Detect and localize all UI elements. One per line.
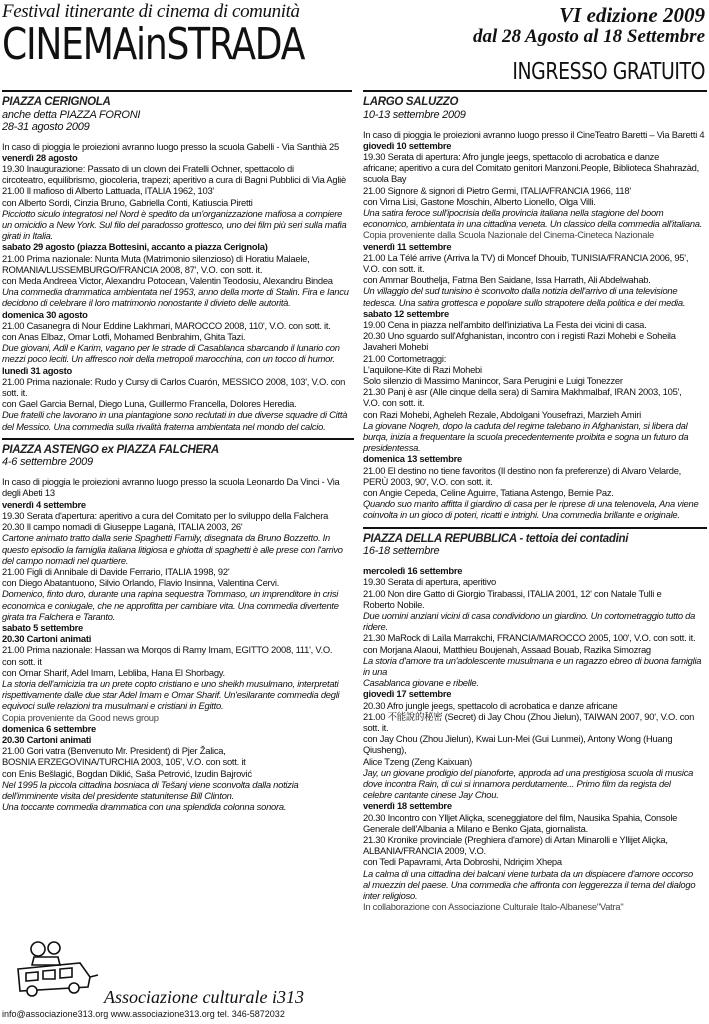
program-line: In caso di pioggia le proiezioni avranno luogo presso la scuola Leonardo Da Vinci - Via xyxy=(2,476,340,488)
film-synopsis-line: Due fratelli che lavorano in una piantagione sono reclutati in due diverse squadre di Città xyxy=(2,409,348,421)
program-line: BOSNIA ERZEGOVINA/TURCHIA 2003, 105', V.O. con sott. it xyxy=(2,756,246,768)
credit-note: Copia proveniente da Good news group xyxy=(2,711,159,723)
program-line: con Razi Mohebi, Agheleh Rezale, Abdolgani Yousefrazi, Marzieh Amiri xyxy=(363,408,641,420)
film-synopsis-line: un omicidio a New York. Sul filo del paradosso grottesco, uno dei film più seri sulla mafia xyxy=(2,218,347,230)
program-line: scuola Bay xyxy=(363,173,407,185)
program-line: 20.30 Uno sguardo sull'Afghanistan, incontro con i registi Razi Mohebi e Soheila xyxy=(363,330,676,342)
film-synopsis-line: Due uomini anziani vicini di casa condividono un giardino. Un cortometraggio tutto da xyxy=(363,609,696,621)
program-line: 21.00 Prima nazionale: Hassan wa Morqos di Ramy Imam, EGITTO 2008, 111', V.O. xyxy=(2,644,333,656)
section-divider xyxy=(2,438,354,440)
film-synopsis-line: burqa, inizia a frequentare la scuola precedentemente proibita e sogna un futuro da xyxy=(363,430,689,442)
program-line: Javaheri Mohebi xyxy=(363,341,429,353)
program-line: 19.00 Cena in piazza nell'ambito dell'iniziativa La Festa dei vicini di casa. xyxy=(363,318,647,330)
date-heading: 20.30 Cartoni animati xyxy=(2,633,92,645)
film-synopsis-line: Quando suo marito affitta il giardino di casa per le riprese di una telenovela, Ana viene xyxy=(363,498,699,510)
program-line: con sott. it xyxy=(2,655,42,667)
program-line: 19.30 Serata di apertura: Afro jungle jeegs, spettacolo di acrobatica e danze xyxy=(363,150,660,162)
date-heading: giovedì 10 settembre xyxy=(363,139,452,151)
program-line: V.O. con sott. it. xyxy=(363,397,425,409)
film-synopsis-line: del Messico. Una commedia sulla rivalità fraterna ambientata nel mondo del calcio. xyxy=(2,420,326,432)
date-heading: lunedì 31 agosto xyxy=(2,364,72,376)
date-heading: venerdì 11 settembre xyxy=(363,240,452,252)
program-line: Alice Tzeng (Zeng Kaixuan) xyxy=(363,755,473,767)
date-heading: venerdì 18 settembre xyxy=(363,800,452,812)
program-line: L'aquilone-Kite di Razi Mohebi xyxy=(363,363,482,375)
film-synopsis-line: del campo nomadi nel quartiere. xyxy=(2,554,129,566)
film-synopsis-line: La storia dell'amicizia tra un prete copto cristiano e uno sheikh musulmano, interpretati xyxy=(2,677,339,689)
contacts-line: info@associazione313.org www.associazione313.org tel. 346-5872032 xyxy=(2,1009,285,1019)
date-heading: domenica 30 agosto xyxy=(2,308,88,320)
venue-subtitle: 4-6 settembre 2009 xyxy=(2,456,93,469)
date-heading: mercoledì 16 settembre xyxy=(363,565,463,577)
free-entry-label: INGRESSO GRATUITO xyxy=(512,59,705,85)
film-synopsis-line: dell'imminente visita del presidente statunitense Bill Clinton. xyxy=(2,789,235,801)
program-line: con Ammar Bouthelja, Fatma Ben Saidane, Issa Harrath, Ali Abdelwahab. xyxy=(363,274,651,286)
film-synopsis-line: girata tra Falchera e Taranto. xyxy=(2,610,116,622)
film-synopsis-line: rispettivamente dalle due star Adel Imam e Omar Sharif. Un'esilarante commedia degli xyxy=(2,689,340,701)
film-synopsis-line: dove incontra Rain, di cui si innamora perdutamente... Primo film da regista del xyxy=(363,777,671,789)
program-line: 21.30 Panj è asr (Alle cinque della sera) di Samira Makhmalbaf, IRAN 2003, 105', xyxy=(363,386,682,398)
film-synopsis-line: La storia d'amore tra un'adolescente musulmana e un ragazzo ebreo di buona famiglia xyxy=(363,654,702,666)
program-line: 19.30 Serata di apertura, aperitivo xyxy=(363,576,497,588)
header-rule-left xyxy=(2,90,352,92)
program-line: 21.30 MaRock di Laïla Marrakchi, FRANCIA/MAROCCO 2005, 100', V.O. con sott. it. xyxy=(363,632,696,644)
program-line: 21.00 Il mafioso di Alberto Lattuada, ITALIA 1962, 103' xyxy=(2,185,214,197)
festival-title: CINEMAinSTRADA xyxy=(2,19,305,70)
film-synopsis-line: inter religioso. xyxy=(363,890,418,901)
film-synopsis-line: tedesca. Una satira grottesca e popolare sullo strapotere della politica e dei media. xyxy=(363,296,686,308)
date-heading: domenica 13 settembre xyxy=(363,453,462,465)
film-synopsis-line: economica e coniugale, che ne approfitta per cambiare vita. Una commedia divertente xyxy=(2,599,339,611)
program-line: 21.00 不能說的秘密 (Secret) di Jay Chou (Zhou Jielun), TAIWAN 2007, 90', V.O. con xyxy=(363,710,695,722)
film-synopsis-line: coinvolta in un gioco di poteri, ricatti e intrighi. Una commedia brillante e originale. xyxy=(363,509,680,521)
festival-subtitle: Festival itinerante di cinema di comunità xyxy=(2,1,300,22)
program-line: con Morjana Alaoui, Matthieu Boujenah, Assaad Bouab, Razika Simozrag xyxy=(363,643,651,655)
program-line: con Enis Bešlagić, Bogdan Diklić, Saša Petrović, Izudin Bajrović xyxy=(2,767,252,779)
program-line: 21.00 Prima nazionale: Rudo y Cursy di Carlos Cuarón, MESSICO 2008, 103', V.O. con xyxy=(2,375,346,387)
venue-title: LARGO SALUZZO xyxy=(363,96,459,108)
venue-title: PIAZZA DELLA REPUBBLICA - tettoia dei contadini xyxy=(363,532,629,545)
program-line: con Gael Garcia Bernal, Diego Luna, Guillermo Francella, Dolores Heredia. xyxy=(2,398,297,410)
program-line: 20.30 Afro jungle jeegs, spettacolo di acrobatica e danze africane xyxy=(363,699,618,711)
program-line: 21.00 El destino no tiene favoritos (Il destino non fa preferenze) di Alvaro Velarde, xyxy=(363,464,682,476)
date-heading: giovedì 17 settembre xyxy=(363,688,452,700)
program-line: sott. it. xyxy=(363,721,389,733)
program-line: con Omar Sharif, Adel Imam, Lebliba, Hana El Shorbagy. xyxy=(2,666,225,678)
film-synopsis-line: in una xyxy=(363,665,388,677)
cinema-van-logo-icon xyxy=(10,939,100,997)
section-divider xyxy=(363,527,707,529)
left-column xyxy=(2,96,354,812)
program-line: 20.30 Il campo nomadi di Giuseppe Laganà, ITALIA 2003, 26' xyxy=(2,521,243,533)
venue-subtitle: 10-13 settembre 2009 xyxy=(363,108,466,121)
program-line: africane; aperitivo a cura del Comitato genitori Manzoni.People, Biblioteca Shahrazàd, xyxy=(363,162,699,174)
credit-note: In collaborazione con Associazione Culturale Italo-Albanese"Vatra" xyxy=(363,901,624,913)
program-line: 21.00 Signore & signori di Pietro Germi, ITALIA/FRANCIA 1966, 118' xyxy=(363,184,631,196)
date-heading: sabato 29 agosto (piazza Bottesini, accanto a piazza Cerignola) xyxy=(2,241,268,253)
film-synopsis-line: Domenico, finto duro, durante una rapina sequestra Tommaso, un imprenditore in crisi xyxy=(2,588,339,600)
venue-subtitle: 16-18 settembre xyxy=(363,545,440,558)
film-synopsis-line: Due giovani, Adil e Karim, vagano per le strade di Casablanca sbarcando il lunario con xyxy=(2,342,340,354)
program-line: con Alberto Sordi, Cinzia Bruno, Gabriella Conti, Katiuscia Piretti xyxy=(2,196,253,208)
program-line: 21.30 Kronike provinciale (Preghiera d'amore) di Artan Minarolli e Yllijet Aliçka, xyxy=(363,833,668,845)
right-column xyxy=(363,96,707,912)
program-line: 21.00 Cortometraggi: xyxy=(363,352,447,364)
program-line: degli Abeti 13 xyxy=(2,487,55,499)
program-line: con Angie Cepeda, Celine Aguirre, Tatiana Astengo, Bernie Paz. xyxy=(363,487,614,498)
program-line: 20.30 Incontro con Ylljet Aliçka, sceneggiatore del film, Nausika Spahia, Console xyxy=(363,811,678,823)
film-synopsis-line: Jay, un giovane prodigio del pianoforte, approda ad una prestigiosa scuola di musica xyxy=(363,766,694,778)
program-line: Roberto Nobile. xyxy=(363,598,425,610)
program-line: con Meda Andreea Victor, Alexandru Potocean, Valentin Teodosiu, Alexandru Bindea xyxy=(2,274,333,286)
film-synopsis-line: celebre cantante cinese Jay Chou. xyxy=(363,789,499,801)
film-synopsis-line: Cartone animato tratto dalla serie Spaghetti Family, disegnata da Bruno Bozzetto. In xyxy=(2,532,330,544)
film-synopsis-line: Nel 1995 la piccola cittadina bosniaca di Tešanj viene sconvolta dalla notizia xyxy=(2,778,299,790)
program-line: In caso di pioggia le proiezioni avranno luogo presso il CineTeatro Baretti – Via Baretti 4 xyxy=(363,128,705,140)
footer xyxy=(0,935,360,1024)
film-synopsis-line: economico, ambientata in una cittadina veneta. Un classico della commedia all'italiana. xyxy=(363,218,703,230)
film-synopsis-line: ridere. xyxy=(363,621,388,633)
film-synopsis-line: Casablanca giovane e ribelle. xyxy=(363,677,479,689)
program-line: 21.00 Gori vatra (Benvenuto Mr. President) di Pjer Žalica, xyxy=(2,745,226,757)
film-synopsis-line: Un villaggio del sud tunisino è sconvolto dalla notizia dell'arrivo di una televisione xyxy=(363,285,678,297)
program-line: con Jay Chou (Zhou Jielun), Kwai Lun-Mei (Gui Lunmei), Antony Wong (Huang xyxy=(363,733,673,745)
program-line: Qiusheng), xyxy=(363,744,407,756)
film-synopsis-line: Una toccante commedia drammatica con una splendida colonna sonora. xyxy=(2,801,287,813)
credit-note: Copia proveniente dalla Scuola Nazionale del Cinema-Cineteca Nazionale xyxy=(363,229,655,241)
venue-subtitle: 28-31 agosto 2009 xyxy=(2,120,90,133)
program-line: PERÙ 2003, 90', V.O. con sott. it. xyxy=(363,475,493,487)
date-heading: venerdì 28 agosto xyxy=(2,151,78,163)
program-line: 21.00 Non dire Gatto di Giorgio Tirabassi, ITALIA 2001, 12' con Natale Tulli e xyxy=(363,587,662,599)
date-heading: 20.30 Cartoni animati xyxy=(2,733,92,745)
program-line: con Diego Abatantuono, Silvio Orlando, Flavio Insinna, Valentina Cervi. xyxy=(2,577,280,589)
date-heading: sabato 5 settembre xyxy=(2,621,83,633)
date-heading: sabato 12 settembre xyxy=(363,307,449,319)
program-line: 19.30 Serata d'apertura: aperitivo a cura del Comitato per lo sviluppo della Falchera xyxy=(2,509,329,521)
date-heading: domenica 6 settembre xyxy=(2,722,96,734)
venue-subtitle: anche detta PIAZZA FORONI xyxy=(2,108,141,121)
edition-label: VI edizione 2009 xyxy=(559,3,705,27)
film-synopsis-line: La giovane Noqreh, dopo la caduta del regime talebano in Afghanistan, si libera dal xyxy=(363,419,688,431)
festival-dates: dal 28 Agosto al 18 Settembre xyxy=(472,26,705,47)
program-line: con Virna Lisi, Gastone Moschin, Alberto Lionello, Olga Villi. xyxy=(363,195,596,207)
film-synopsis-line: Una satira feroce sull'ipocrisia della provincia italiana nella stagione del boom xyxy=(363,206,664,218)
program-line: 21.00 Figli di Annibale di Davide Ferrario, ITALIA 1998, 92' xyxy=(2,565,230,577)
film-synopsis-line: girati in Italia. xyxy=(2,230,53,242)
date-heading: venerdì 4 settembre xyxy=(2,498,86,510)
film-synopsis-line: al muezzin del paese. Una commedia che affronta con leggerezza il tema del dialogo xyxy=(363,878,696,890)
association-name: Associazione culturale i313 xyxy=(104,987,304,1007)
program-line: con Tedi Papavrami, Arta Dobroshi, Ndriçim Xhepa xyxy=(363,856,562,868)
film-synopsis-line: La calma di una cittadina dei balcani viene turbata da un dispiacere d'amore occorso xyxy=(363,867,693,879)
venue-title: PIAZZA CERIGNOLA xyxy=(2,96,111,108)
program-line: In caso di pioggia le proiezioni avranno luogo presso la scuola Gabelli - Via Santhià 25 xyxy=(2,140,339,152)
program-line: 21.00 La Télé arrive (Arriva la TV) di Moncef Dhouib, TUNISIA/FRANCIA 2006, 95', xyxy=(363,251,689,263)
program-line: circoteatro, equilibrismo, giocoleria, trapezi; aperitivo a cura di Bagni Pubblici di Via Agliè xyxy=(2,174,346,186)
header-right xyxy=(470,4,705,86)
program-line: Generale dell'Albania a Milano e Benko Gjata, giornalista. xyxy=(363,822,588,834)
film-synopsis-line: decidono di celebrare il loro matrimonio nonostante il divieto delle autorità. xyxy=(2,297,291,309)
film-synopsis-line: equivoci sulle relazioni tra musulmani e cristiani in Egitto. xyxy=(2,700,224,712)
program-line: con Anas Elbaz, Omar Lotfi, Mohamed Benbrahim, Ghita Tazi. xyxy=(2,330,246,342)
film-synopsis-line: presidentessa. xyxy=(363,442,421,454)
venue-title: PIAZZA ASTENGO ex PIAZZA FALCHERA xyxy=(2,443,219,456)
header-left xyxy=(2,2,371,68)
program-line: 19.30 Inaugurazione: Passato di un clown dei Fratelli Ochner, spettacolo di xyxy=(2,162,294,174)
program-line: 21.00 Prima nazionale: Nunta Muta (Matrimonio silenzioso) di Horatiu Malaele, xyxy=(2,252,310,264)
program-line: ALBANIA/FRANCIA 2009, V.O. xyxy=(363,845,486,857)
film-synopsis-line: Una commedia drammatica ambientata nel 1953, anno della morte di Stalin. Fira e Iancu xyxy=(2,286,349,298)
program-line: Solo silenzio di Massimo Manincor, Sara Perugini e Luigi Tonezzer xyxy=(363,374,623,386)
film-synopsis-line: Picciotto siculo integratosi nel Nord è spedito da un'organizzazione mafiosa a compiere xyxy=(2,207,343,219)
program-line: sott. it. xyxy=(2,386,28,398)
film-synopsis-line: questo episodio la famiglia italiana litigiosa e ghiotta di spaghetti è alle prese con l'arrivo xyxy=(2,543,343,555)
header-rule-right xyxy=(363,90,707,92)
program-line: ROMANIA/LUSSEMBURGO/FRANCIA 2008, 87', V.O. con sott. it. xyxy=(2,263,263,275)
film-synopsis-line: mezzi poco leciti. Un affresco noir della metropoli marocchina, con un tocco di humor. xyxy=(2,353,336,365)
program-line: 21.00 Casanegra di Nour Eddine Lakhmari, MAROCCO 2008, 110', V.O. con sott. it. xyxy=(2,319,331,331)
program-line: V.O. con sott. it. xyxy=(363,262,425,274)
